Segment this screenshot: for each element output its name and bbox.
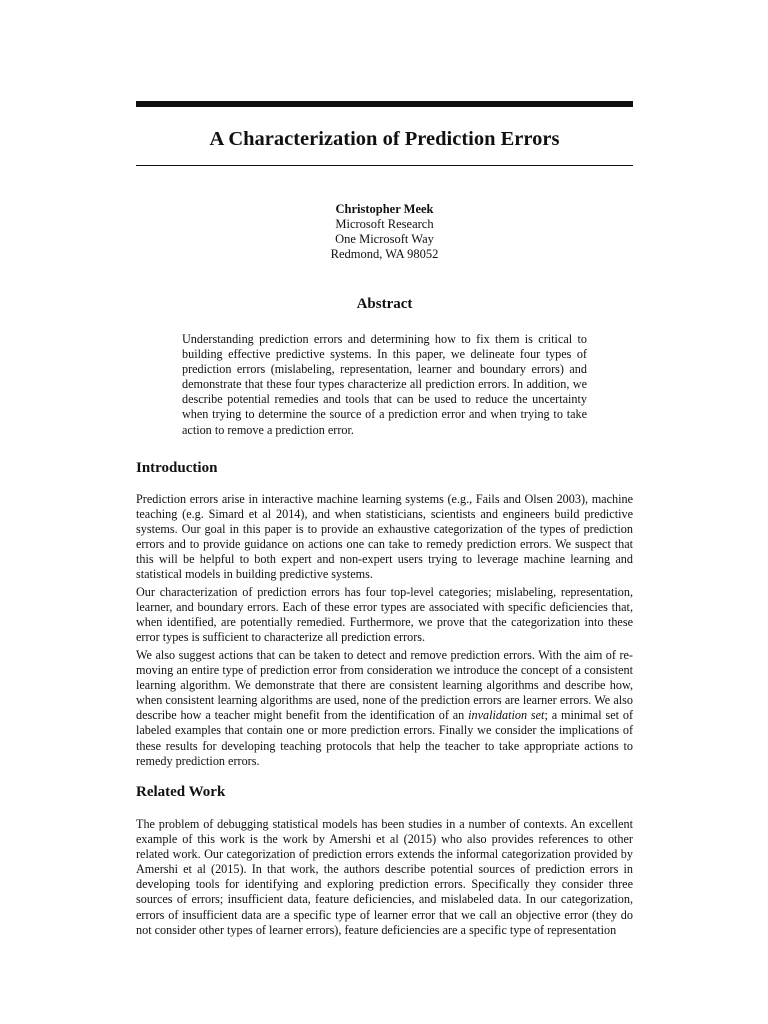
title-bottom-rule [136,165,633,166]
title-top-rule [136,101,633,107]
introduction-paragraph-3-part-a: We also suggest actions that can be taken to detect and remove prediction errors. With the aim of re-moving an entire type of prediction error from consideration we introduce the concept of a consistent learning algorithm. We demonstrate that there are consistent learning algorithms and describe how, when consistent learning algorithms are used, none of the prediction errors are learner errors. We also describe how a teacher might benefit from the identification of an [136,648,633,723]
author-address-line1: One Microsoft Way [335,232,434,246]
introduction-paragraph-2: Our characterization of prediction errors has four top-level categories; mislabeling, representation, learner, and boundary errors. Each of these error types are associated with specific deficiencies that, when identified, are potentially remedied. Furthermore, we prove that the categorization into these error types is sufficient to characterize all prediction errors. [136,585,633,645]
abstract-heading: Abstract [356,296,413,312]
introduction-heading: Introduction [136,460,218,476]
related-work-heading: Related Work [136,784,226,800]
paper-title: A Characterization of Prediction Errors [209,128,560,150]
author-block [136,202,633,262]
invalidation-set-term: invalidation set [468,708,545,723]
related-work-paragraph-1: The problem of debugging statistical models has been studies in a number of contexts. An excellent example of this work is the work by Amershi et al (2015) who also provides references to other related work. Our categorization of prediction errors extends the informal categorization provided by Amershi et al (2015). In that work, the authors describe potential sources of prediction errors in developing tools for identifying and exploring prediction errors. Specifically they consider three sources of errors; insufficient data, feature deficiencies, and mislabeled data. In our categorization, errors of insufficient data are a specific type of learner error that we call an objective error (they do not consider other types of learner errors), feature deficiencies are a specific type of representation [136,817,633,937]
introduction-paragraph-3-part-b: ; a minimal set of labeled examples that contain one or more prediction errors. Finally we consider the implications of these results for developing teaching protocols that help the teacher to take appropriate actions to remedy prediction errors. [136,708,634,768]
author-affiliation: Microsoft Research [335,217,434,231]
introduction-paragraph-3 [136,648,633,769]
author-name: Christopher Meek [335,202,434,216]
abstract-text: Understanding prediction errors and determining how to fix them is critical to building effective predictive systems. In this paper, we delineate four types of prediction errors (mislabeling, representation, learner and boundary errors) and demonstrate that these four types characterize all prediction errors. In addition, we describe potential remedies and tools that can be used to reduce the uncertainty when trying to determine the source of a prediction error and when trying to take action to remove a prediction error. [182,332,587,437]
author-address-line2: Redmond, WA 98052 [330,247,439,261]
introduction-paragraph-1: Prediction errors arise in interactive machine learning systems (e.g., Fails and Olsen 2003), machine teaching (e.g. Simard et al 2014), and when statisticians, scientists and engineers build predictive systems. Our goal in this paper is to provide an exhaustive categorization of the types of prediction errors and to provide guidance on actions one can take to remedy prediction errors. We suspect that this will be helpful to both expert and non-expert users trying to leverage machine learning and statistical models in building predictive systems. [136,492,633,582]
